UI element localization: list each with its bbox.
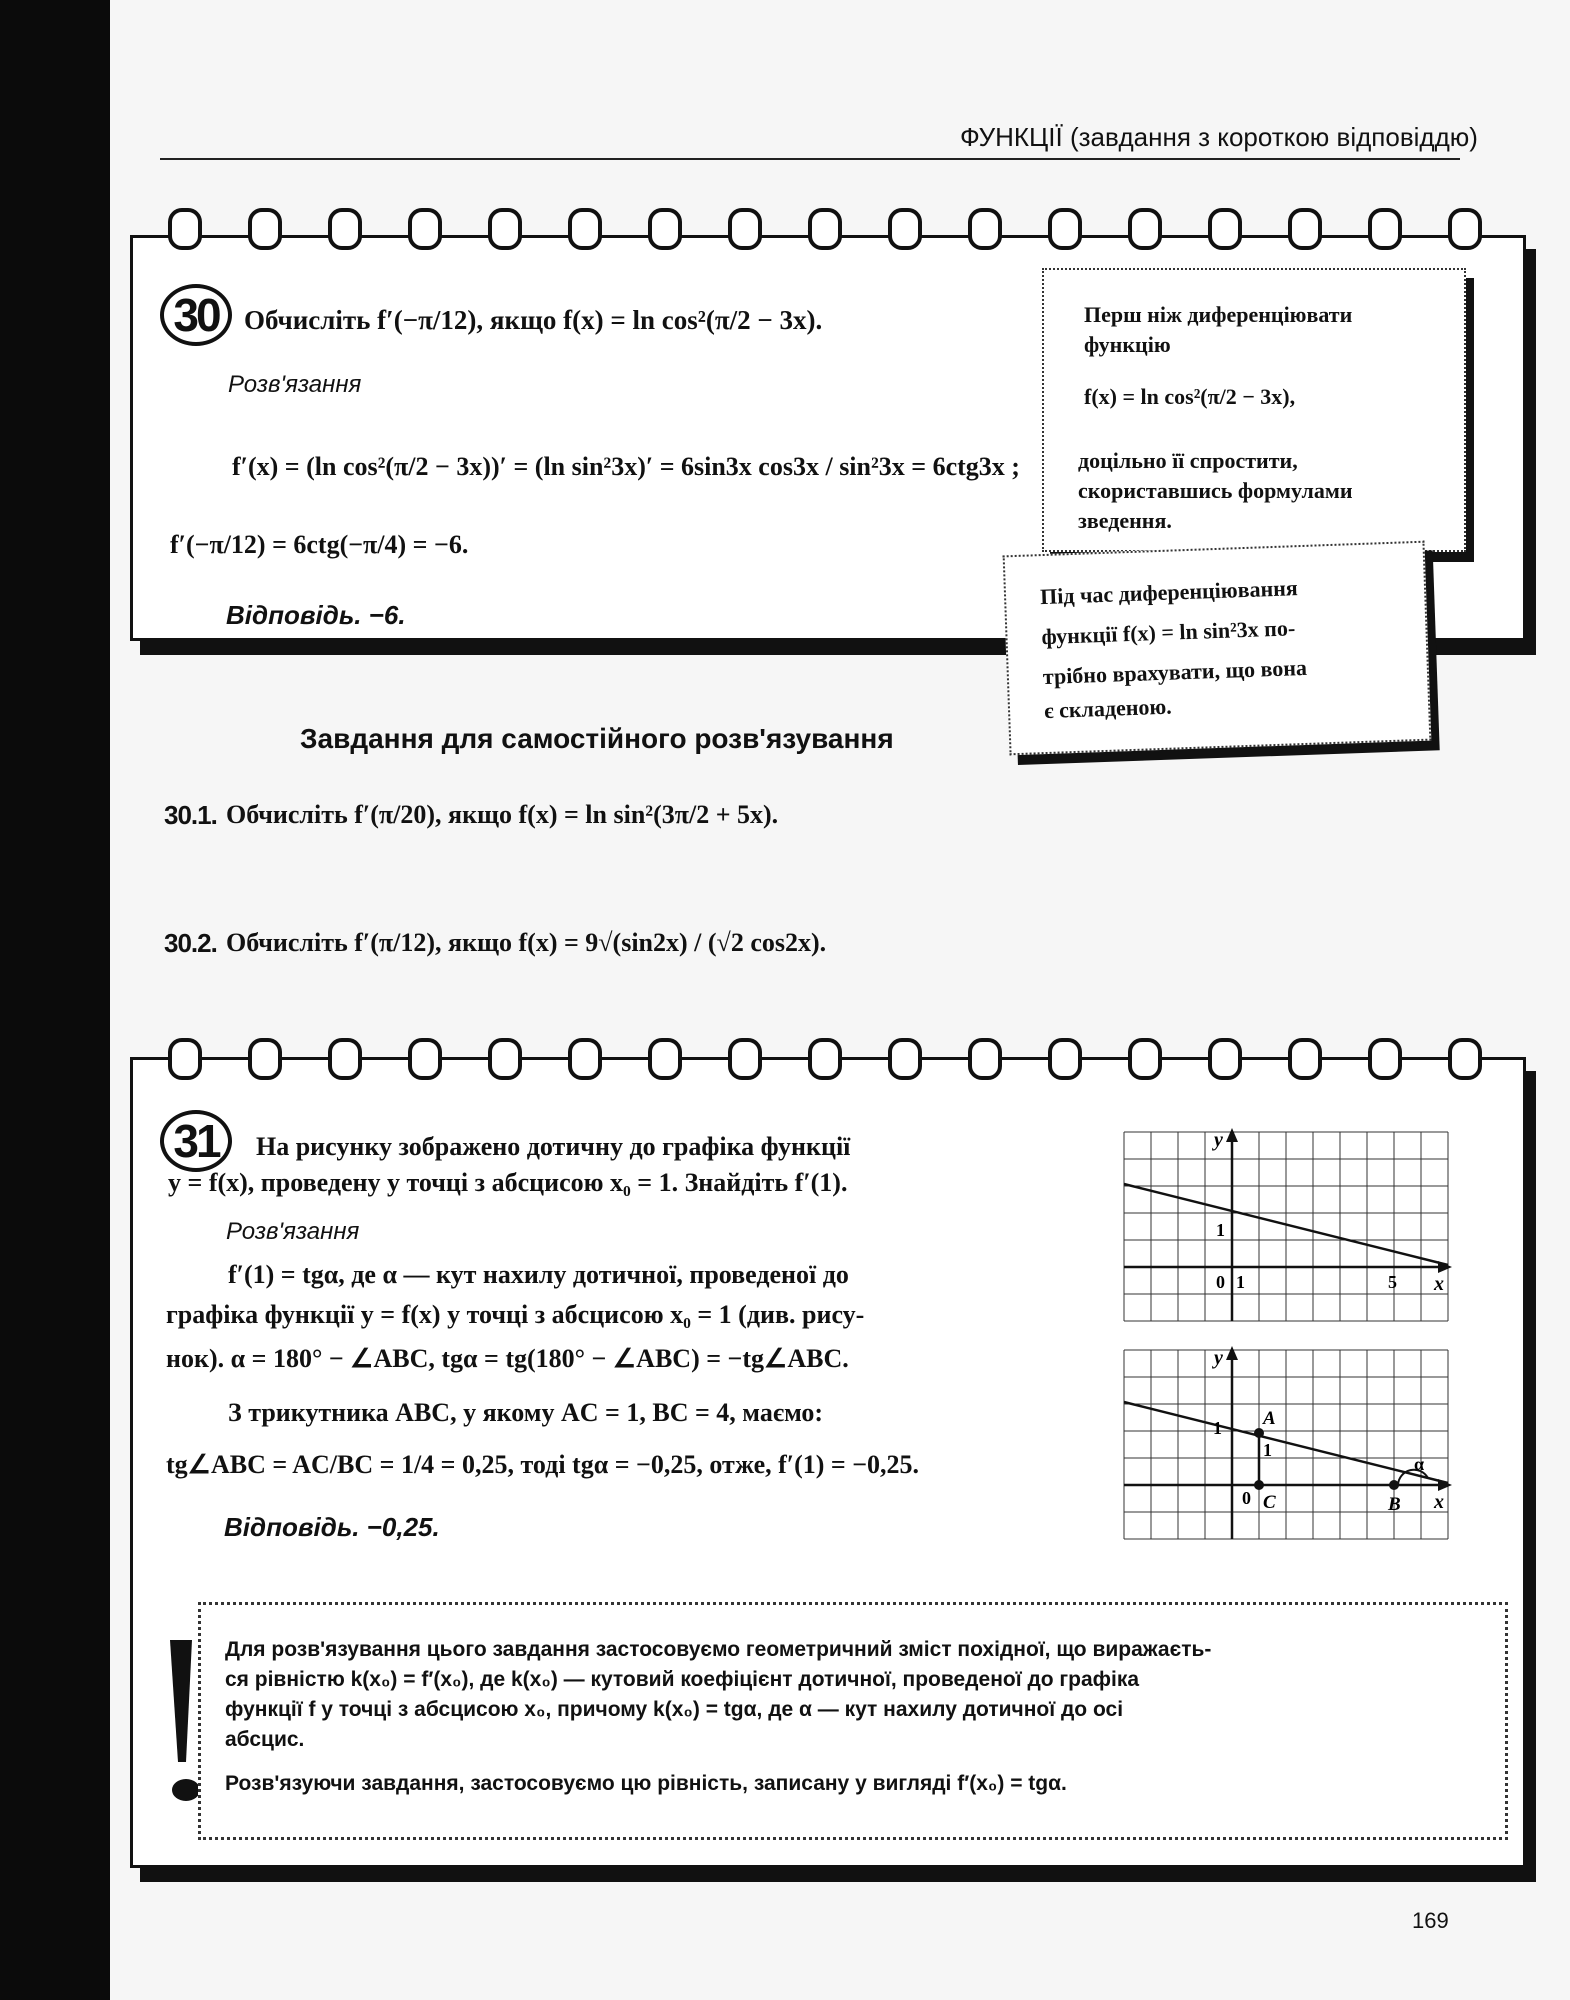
task31-answer: Відповідь. −0,25.	[224, 1512, 440, 1542]
graph2-y-label: y	[1214, 1347, 1223, 1369]
tangent-graph-1	[1118, 1126, 1454, 1326]
ring	[888, 1038, 922, 1080]
ring	[248, 208, 282, 250]
ring	[488, 1038, 522, 1080]
ring	[1288, 208, 1322, 250]
task31-solution-line: f′(1) = tgα, де α — кут нахилу дотичної, проведеної до	[228, 1260, 849, 1289]
ring	[1128, 208, 1162, 250]
task31-number-badge: 31	[160, 1110, 232, 1172]
hint-line: є складеною.	[1043, 693, 1173, 724]
hint-line: функції f(x) = ln sin²3x по-	[1041, 615, 1296, 650]
graph2-point-a	[1254, 1428, 1264, 1438]
ring	[1048, 1038, 1082, 1080]
note-line: ся рівністю k(x₀) = f′(x₀), де k(x₀) — кутовий коефіцієнт дотичної, проведеної до графіка	[225, 1668, 1140, 1691]
ring	[1368, 1038, 1402, 1080]
hint-formula: f(x) = ln cos²(π/2 − 3x),	[1084, 384, 1296, 409]
task30-solution-line1: f′(x) = (ln cos²(π/2 − 3x))′ = (ln sin²3x)′ = 6sin3x cos3x / sin²3x = 6ctg3x ;	[232, 452, 1020, 481]
ring	[1368, 208, 1402, 250]
hint-line: доцільно її спростити,	[1078, 448, 1298, 473]
ring	[728, 208, 762, 250]
graph2-a-label: A	[1263, 1408, 1276, 1429]
task31-solution-label: Розв'язання	[226, 1218, 360, 1245]
graph2-b-label: B	[1388, 1494, 1401, 1515]
exercise-30-2-text: Обчисліть f′(π/12), якщо f(x) = 9√(sin2x) / (√2 cos2x).	[226, 928, 827, 957]
ring	[808, 208, 842, 250]
task30-complex-note	[1003, 541, 1432, 756]
ring	[1448, 1038, 1482, 1080]
graph1-x5-label: 5	[1388, 1272, 1397, 1292]
note-line: Розв'язуючи завдання, застосовуємо цю рівність, записану у вигляді f′(x₀) = tgα.	[225, 1772, 1067, 1795]
ring	[1208, 1038, 1242, 1080]
ring	[648, 1038, 682, 1080]
task30-statement: Обчисліть f′(−π/12), якщо f(x) = ln cos²(π/2 − 3x).	[244, 305, 823, 335]
ring	[1048, 208, 1082, 250]
note-line: Для розв'язування цього завдання застосовуємо геометричний зміст похідної, що виражаєть-	[225, 1638, 1212, 1661]
hint-line: функцію	[1084, 332, 1171, 357]
ring	[568, 208, 602, 250]
ring	[328, 1038, 362, 1080]
graph2-x-label: x	[1434, 1491, 1444, 1513]
graph1-y-label: y	[1214, 1129, 1223, 1151]
hint-line: зведення.	[1078, 508, 1172, 533]
ring	[568, 1038, 602, 1080]
ring	[1288, 1038, 1322, 1080]
ring	[408, 1038, 442, 1080]
task30-number-badge: 30	[160, 284, 232, 346]
ring	[328, 208, 362, 250]
header-rule	[160, 158, 1460, 160]
ring	[1448, 208, 1482, 250]
ring	[168, 208, 202, 250]
graph2-y1-label: 1	[1213, 1418, 1222, 1438]
graph1-x-label: x	[1434, 1273, 1444, 1295]
ring	[648, 208, 682, 250]
ring	[728, 1038, 762, 1080]
ring	[1208, 208, 1242, 250]
graph1-origin-label: 0	[1216, 1272, 1225, 1292]
graph1-grid	[1124, 1132, 1448, 1321]
task31-solution-line: нок). α = 180° − ∠ABC, tgα = tg(180° − ∠ABC) = −tg∠ABC.	[166, 1344, 849, 1373]
ring	[888, 208, 922, 250]
hint-line: скориставшись формулами	[1078, 478, 1353, 503]
important-note	[198, 1602, 1508, 1840]
graph2-point-c	[1254, 1480, 1264, 1490]
graph1-y1-label: 1	[1216, 1220, 1225, 1240]
task30-solution-label: Розв'язання	[228, 371, 362, 398]
task31-statement-line1: На рисунку зображено дотичну до графіка функції	[256, 1132, 851, 1161]
task31-statement-line2: y = f(x), проведену у точці з абсцисою x₀ = 1. Знайдіть f′(1).	[168, 1168, 848, 1197]
ring	[968, 1038, 1002, 1080]
note-line: функції f у точці з абсцисою x₀, причому k(x₀) = tgα, де α — кут нахилу дотичної до осі	[225, 1698, 1124, 1721]
ring	[968, 208, 1002, 250]
independent-section-title: Завдання для самостійного розв'язування	[300, 723, 894, 754]
graph1-y-arrow	[1226, 1128, 1238, 1142]
ring	[408, 208, 442, 250]
task31-solution-line: графіка функції y = f(x) у точці з абсцисою x₀ = 1 (див. рису-	[166, 1300, 865, 1329]
task30-solution-line2: f′(−π/12) = 6ctg(−π/4) = −6.	[170, 530, 469, 559]
task30-hint-note	[1042, 268, 1466, 552]
task31-solution-line: tg∠ABC = AC/BC = 1/4 = 0,25, тоді tgα = −0,25, отже, f′(1) = −0,25.	[166, 1450, 920, 1479]
ring	[488, 208, 522, 250]
hint-line: Перш ніж диференціювати	[1084, 302, 1353, 327]
graph2-origin-label: 0	[1242, 1488, 1251, 1508]
graph2-point-b	[1389, 1480, 1399, 1490]
graph2-y-arrow	[1226, 1346, 1238, 1360]
hint-line: Під час диференціювання	[1039, 575, 1299, 610]
note-line: абсцис.	[225, 1728, 305, 1751]
ring	[168, 1038, 202, 1080]
scan-edge-strip	[0, 0, 110, 2000]
ring	[248, 1038, 282, 1080]
ring	[808, 1038, 842, 1080]
hint-line: трібно врахувати, що вона	[1042, 654, 1308, 690]
graph1-x1-label: 1	[1236, 1272, 1245, 1292]
exercise-30-1-text: Обчисліть f′(π/20), якщо f(x) = ln sin²(3π/2 + 5x).	[226, 800, 779, 829]
page-number: 169	[1412, 1908, 1449, 1933]
graph2-x1-label: 1	[1263, 1440, 1272, 1460]
exercise-30-1-number: 30.1.	[164, 800, 217, 830]
tangent-graph-2	[1118, 1344, 1454, 1544]
graph2-alpha-label: α	[1414, 1454, 1425, 1474]
ring	[1128, 1038, 1162, 1080]
page-header-title: ФУНКЦІЇ (завдання з короткою відповіддю)	[960, 122, 1478, 152]
exercise-30-2-number: 30.2.	[164, 928, 217, 958]
graph2-c-label: C	[1263, 1492, 1276, 1513]
task31-solution-line: З трикутника ABC, у якому AC = 1, BC = 4, маємо:	[228, 1398, 824, 1427]
task30-answer: Відповідь. −6.	[226, 600, 406, 630]
